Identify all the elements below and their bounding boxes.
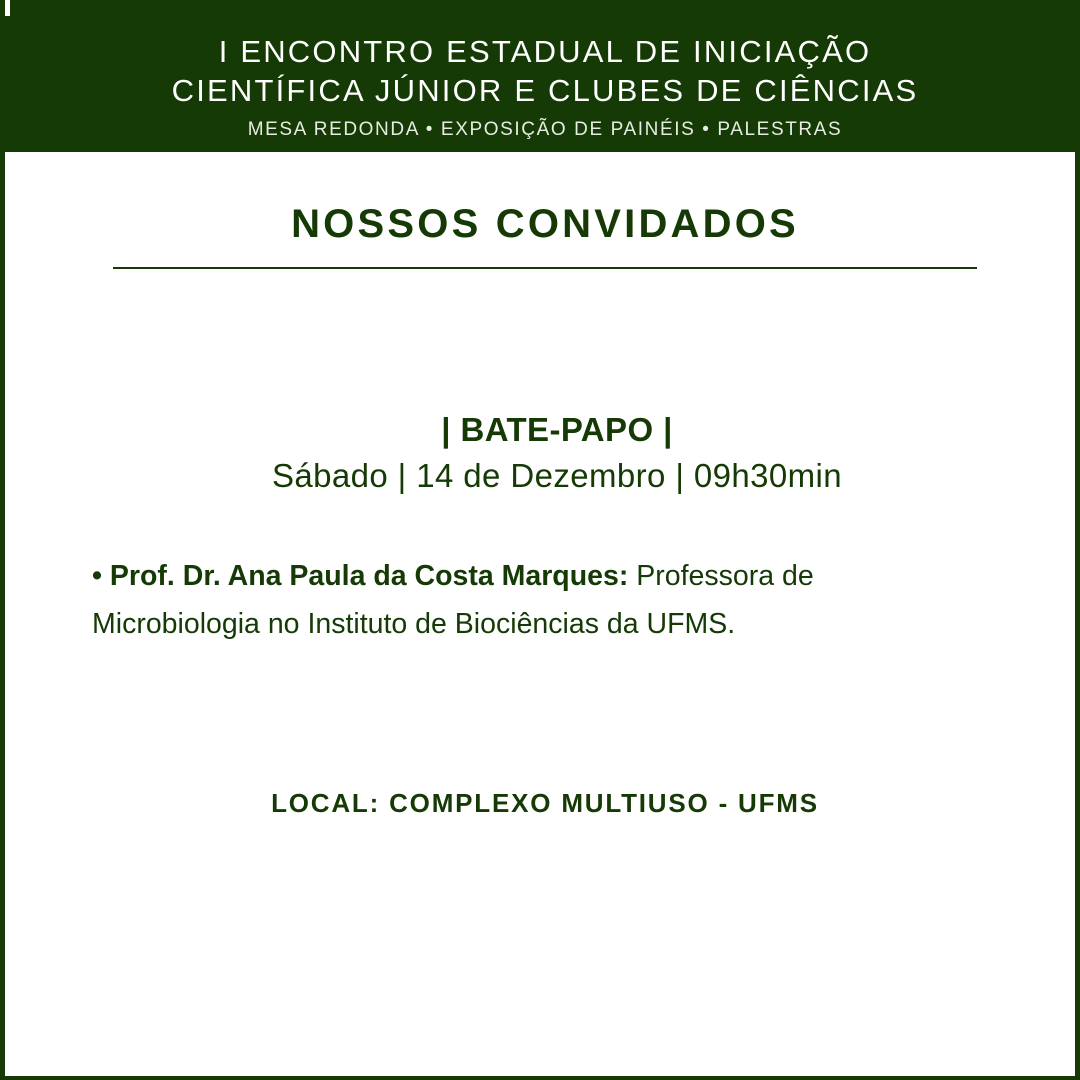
event-type: | BATE-PAPO | (441, 411, 673, 448)
event-datetime: Sábado | 14 de Dezembro | 09h30min (271, 457, 843, 494)
title-divider (113, 267, 977, 269)
event-location: LOCAL: COMPLEXO MULTIUSO - UFMS (271, 788, 819, 818)
section-title: NOSSOS CONVIDADOS (291, 202, 799, 246)
header-notch (5, 0, 10, 16)
event-subtitle: MESA REDONDA • EXPOSIÇÃO DE PAINÉIS • PALESTRAS (247, 119, 843, 140)
guest-description: Professora de Microbiologia no Instituto de Biociências da UFMS. (92, 560, 814, 640)
guest-entry (92, 552, 952, 648)
event-title-line-1: I ENCONTRO ESTADUAL DE INICIAÇÃO (218, 34, 872, 69)
event-title (5, 32, 1080, 110)
event-title-line-2: CIENTÍFICA JÚNIOR E CLUBES DE CIÊNCIAS (171, 73, 919, 108)
header-banner (5, 0, 1080, 152)
guest-name: Prof. Dr. Ana Paula da Costa Marques: (109, 560, 629, 592)
guest-bullet: • (92, 560, 102, 592)
